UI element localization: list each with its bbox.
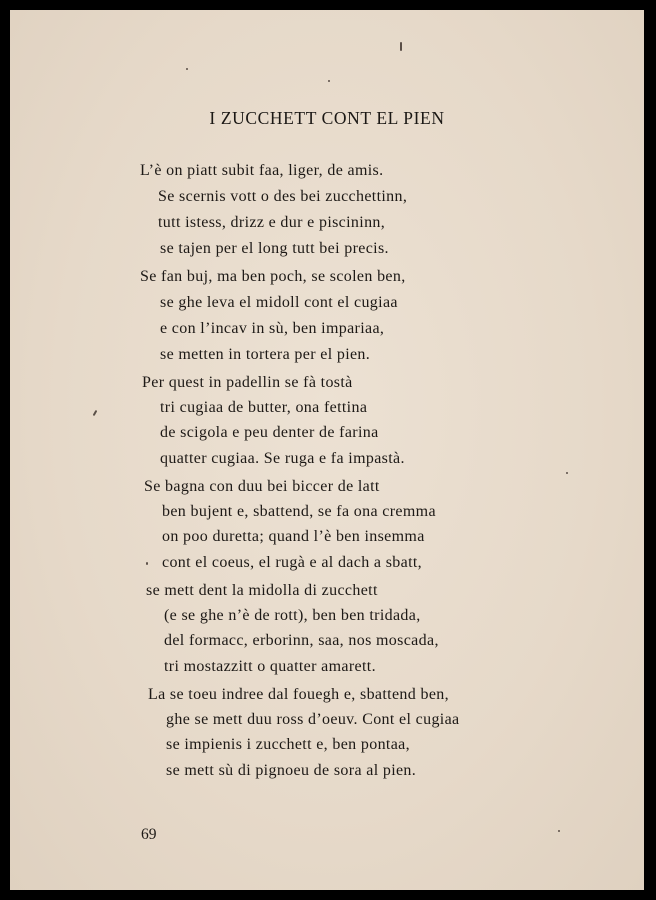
paper-speck bbox=[400, 42, 402, 51]
poem-line: tri mostazzitt o quatter amarett. bbox=[164, 658, 376, 675]
page-number: 69 bbox=[141, 826, 157, 843]
poem-line: on poo duretta; quand l’è ben insemma bbox=[162, 528, 425, 545]
paper-speck bbox=[93, 410, 98, 416]
poem-line: La se toeu indree dal fouegh e, sbattend ben, bbox=[148, 686, 449, 703]
poem-line: tutt istess, drizz e dur e piscininn, bbox=[158, 214, 386, 231]
poem-line: de scigola e peu denter de farina bbox=[160, 424, 379, 441]
paper-speck bbox=[146, 562, 148, 565]
poem-line: Se scernis vott o des bei zucchettinn, bbox=[158, 188, 408, 205]
poem-line: tri cugiaa de butter, ona fettina bbox=[160, 399, 368, 416]
poem-line: ben bujent e, sbattend, se fa ona cremma bbox=[162, 503, 436, 520]
poem-line: (e se ghe n’è de rott), ben ben tridada, bbox=[164, 607, 421, 624]
poem-line: ghe se mett duu ross d’oeuv. Cont el cugiaa bbox=[166, 711, 460, 728]
paper-speck bbox=[566, 472, 568, 474]
poem-line: se mett dent la midolla di zucchett bbox=[146, 582, 378, 599]
poem-line: quatter cugiaa. Se ruga e fa impastà. bbox=[160, 450, 405, 467]
poem-line: se tajen per el long tutt bei precis. bbox=[160, 240, 389, 257]
paper-speck bbox=[328, 80, 330, 82]
paper-speck bbox=[186, 68, 188, 70]
poem-line: L’è on piatt subit faa, liger, de amis. bbox=[140, 162, 384, 179]
poem-line: cont el coeus, el rugà e al dach a sbatt, bbox=[162, 554, 423, 571]
paper-speck bbox=[558, 830, 560, 832]
book-page bbox=[10, 10, 644, 890]
poem-line: del formacc, erborinn, saa, nos moscada, bbox=[164, 632, 439, 649]
poem-title: I ZUCCHETT CONT EL PIEN bbox=[209, 108, 445, 128]
poem-line: se ghe leva el midoll cont el cugiaa bbox=[160, 294, 398, 311]
poem-line: Per quest in padellin se fà tostà bbox=[142, 374, 353, 391]
poem-line: Se bagna con duu bei biccer de latt bbox=[144, 478, 380, 495]
poem-line: se metten in tortera per el pien. bbox=[160, 346, 371, 363]
poem-line: Se fan buj, ma ben poch, se scolen ben, bbox=[140, 268, 406, 285]
poem-line: se mett sù di pignoeu de sora al pien. bbox=[166, 762, 417, 779]
poem-line: se impienis i zucchett e, ben pontaa, bbox=[166, 736, 410, 753]
poem-line: e con l’incav in sù, ben impariaa, bbox=[160, 320, 385, 337]
